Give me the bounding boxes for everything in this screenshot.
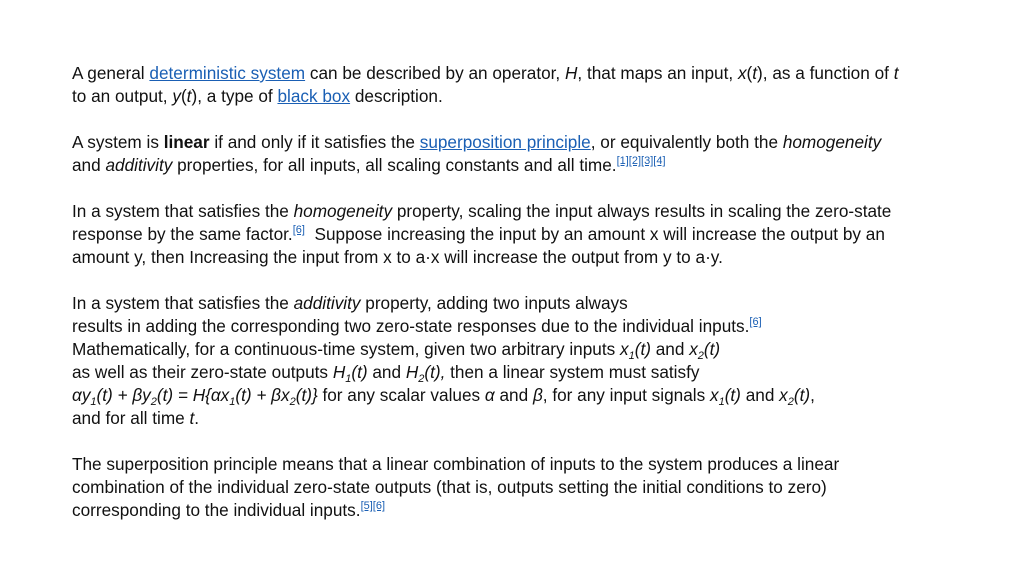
math-expression: $x_1(t)$: [620, 339, 651, 362]
citations: [361, 500, 385, 512]
text: results in adding the corresponding two zero-state responses due to the individual inputs.: [72, 316, 750, 336]
italic-term: homogeneity: [782, 132, 882, 152]
text: and for all time: [72, 408, 190, 428]
math-var: x: [737, 63, 747, 83]
math-expression: $H_1(t)$: [332, 362, 368, 385]
paragraph-additivity: In a system that satisfies the additivity property, adding two inputs always results in adding the corresponding two zero-state responses due to the individual inputs.[6] Mathematically, for a continuous-time system, given two arbitrary inputs $x_1(t)$ and $x_2(t)$ as well as their zero-state outputs $H_1(t)$ and $H_2(t)$, then a linear system must satisfy $\alpha y_1(t) + \beta y_2(t) = H\{\alpha x_1(t) + \beta x_2(t)\}$ for any scalar values α and β, for any input signals $x_1(t)$ and $x_2(t)$, and for all time t.: [72, 293, 815, 428]
text: property, adding two inputs always: [360, 293, 628, 313]
text: description.: [350, 86, 443, 106]
text: A system is: [72, 132, 164, 152]
citation-link[interactable]: [6]: [292, 224, 305, 236]
operator-symbol: H: [565, 63, 578, 83]
citation-link[interactable]: [4]: [653, 155, 666, 167]
math-var: t: [893, 63, 899, 83]
citation-link[interactable]: [6]: [372, 500, 386, 512]
text: and: [72, 155, 106, 175]
bold-term: linear: [163, 132, 210, 152]
text: A general: [72, 63, 150, 83]
citations: [293, 224, 305, 236]
text: The superposition principle means that a linear combination of inputs to the system produces a linear: [72, 454, 840, 474]
text: , for any input signals: [542, 385, 710, 405]
link-black-box[interactable]: black box: [277, 86, 351, 106]
citation-link[interactable]: [3]: [641, 155, 654, 167]
link-superposition-principle[interactable]: superposition principle: [419, 132, 591, 152]
italic-term: additivity: [293, 293, 361, 313]
text: In a system that satisfies the: [72, 293, 294, 313]
linearity-equation: $\alpha y_1(t) + \beta y_2(t) = H\{\alpha x_1(t) + \beta x_2(t)\}$: [72, 385, 318, 408]
text: combination of the individual zero-state outputs (that is, outputs setting the initial conditions to zero): [72, 477, 827, 497]
citation-link[interactable]: [1]: [616, 155, 629, 167]
text: then a linear system must satisfy: [445, 362, 700, 382]
citation-link[interactable]: [5]: [360, 500, 373, 512]
text: as well as their zero-state outputs: [72, 362, 333, 382]
text: amount y, then Increasing the input from x to a·x will increase the output from y to a·y.: [72, 247, 723, 267]
math-expression: $x_2(t)$: [779, 385, 811, 408]
text: property, scaling the input always results in scaling the zero-state: [392, 201, 892, 221]
math-expression: $x_2(t)$: [689, 339, 721, 362]
text: In a system that satisfies the: [72, 201, 294, 221]
math-var: t: [752, 63, 758, 83]
citation-link[interactable]: [6]: [749, 316, 762, 328]
text: properties, for all inputs, all scaling constants and all time.: [172, 155, 617, 175]
link-deterministic-system[interactable]: deterministic system: [149, 63, 306, 83]
paragraph-operator: A general deterministic system can be described by an operator, H, that maps an input, x(t), as a function of t to an output, y(t), a type of black box description.: [72, 63, 899, 106]
math-var: t: [186, 86, 192, 106]
text: response by the same factor.: [72, 224, 293, 244]
text: Mathematically, for a continuous-time system, given two arbitrary inputs: [72, 339, 620, 359]
text: , as a function of: [762, 63, 894, 83]
text: to an output,: [72, 86, 173, 106]
paragraph-linear-definition: [72, 131, 1012, 177]
citation-link[interactable]: [2]: [628, 155, 642, 167]
text: , or equivalently both the: [590, 132, 783, 152]
math-expression: $x_1(t)$: [709, 385, 741, 408]
italic-term: homogeneity: [293, 201, 393, 221]
article-body: [72, 62, 1012, 545]
citations: [617, 155, 666, 167]
italic-term: additivity: [105, 155, 173, 175]
citations: [749, 316, 761, 328]
text: can be described by an operator,: [305, 63, 565, 83]
math-var: t: [189, 408, 195, 428]
math-var: y: [172, 86, 181, 106]
text: Suppose increasing the input by an amount x will increase the output by an: [304, 224, 885, 244]
paragraph-homogeneity: [72, 200, 1012, 269]
math-expression: $H_2(t)$,: [405, 362, 446, 385]
text: corresponding to the individual inputs.: [72, 500, 361, 520]
text: if and only if it satisfies the: [209, 132, 420, 152]
text: , a type of: [197, 86, 278, 106]
text: for any scalar values: [317, 385, 485, 405]
text: , that maps an input,: [577, 63, 738, 83]
paragraph-superposition: [72, 453, 1012, 522]
